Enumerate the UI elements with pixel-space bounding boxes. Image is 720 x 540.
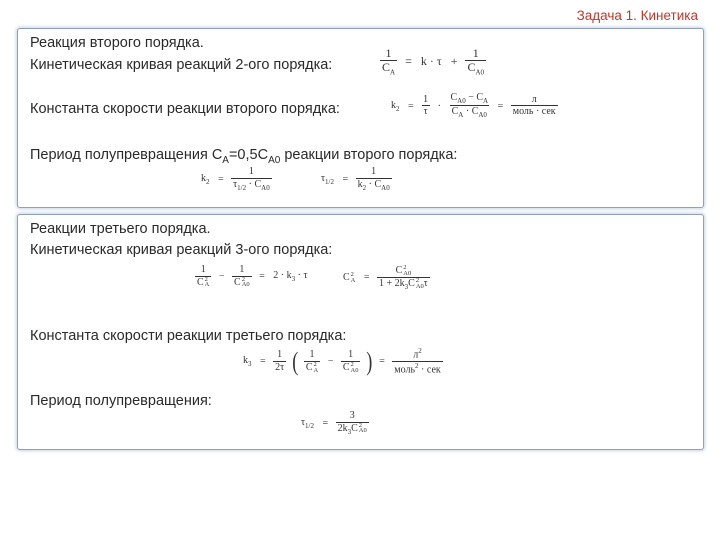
header-title: Задача 1. Кинетика: [576, 8, 698, 23]
second-order-half-life-formula: $\tau_{1/2}$ = $\frac{1}{k_2 \cdot C_{A0}}$: [321, 166, 390, 192]
third-order-heading: Реакции третьего порядка.: [30, 221, 211, 237]
second-order-heading: Реакция второго порядка.: [30, 35, 204, 51]
second-order-half-life-rate-formula: $k_2$ = $\frac{1}{\tau_{1/2} \cdot C_{A0}}$: [201, 166, 270, 192]
third-order-rate-label: Константа скорости реакции третьего порядка:: [30, 328, 347, 344]
second-order-curve-label: Кинетическая кривая реакций 2-ого порядка:: [30, 57, 333, 73]
second-order-rate-label: Константа скорости реакции второго порядка:: [30, 101, 340, 117]
third-order-rate-formula: $k_3$ = $\frac{1}{2\tau}$ ( 1 C 2 A − 1 C 2 A0 ) = $\frac{л^2}{моль^2 \cdot сек}$: [243, 346, 441, 376]
second-order-curve-formula: $\frac{1}{C_A}$ = k · τ + $\frac{1}{C_{A0}}$: [382, 46, 485, 76]
third-order-curve-formula: 1 C 2 A − 1 C 2 A0 = $2 \cdot k_3 \cdot \tau$: [197, 264, 308, 289]
second-order-rate-formula: $k_2$ = $\frac{1}{\tau}$ · $\frac{C_{A0} - C_A}{C_A \cdot C_{A0}}$ = $\frac{л}{\text{моль · сек}}$: [391, 92, 556, 120]
third-order-concentration-formula: C 2 A = C 2 A0 $1 + 2k_3C$ 2 A0 τ: [343, 264, 428, 291]
third-order-curve-label: Кинетическая кривая реакций 3-ого порядка:: [30, 242, 333, 258]
third-order-panel: [17, 214, 704, 450]
second-order-panel: [17, 28, 704, 208]
third-order-half-life-formula: $\tau_{1/2}$ = 3 $2k_3C$ 2 A0: [301, 410, 367, 436]
third-order-half-life-label: Период полупревращения:: [30, 393, 212, 409]
half-life-second-label: Период полупревращения $С_A=0,5С_{A0}$ реакции второго порядка:: [30, 147, 458, 166]
